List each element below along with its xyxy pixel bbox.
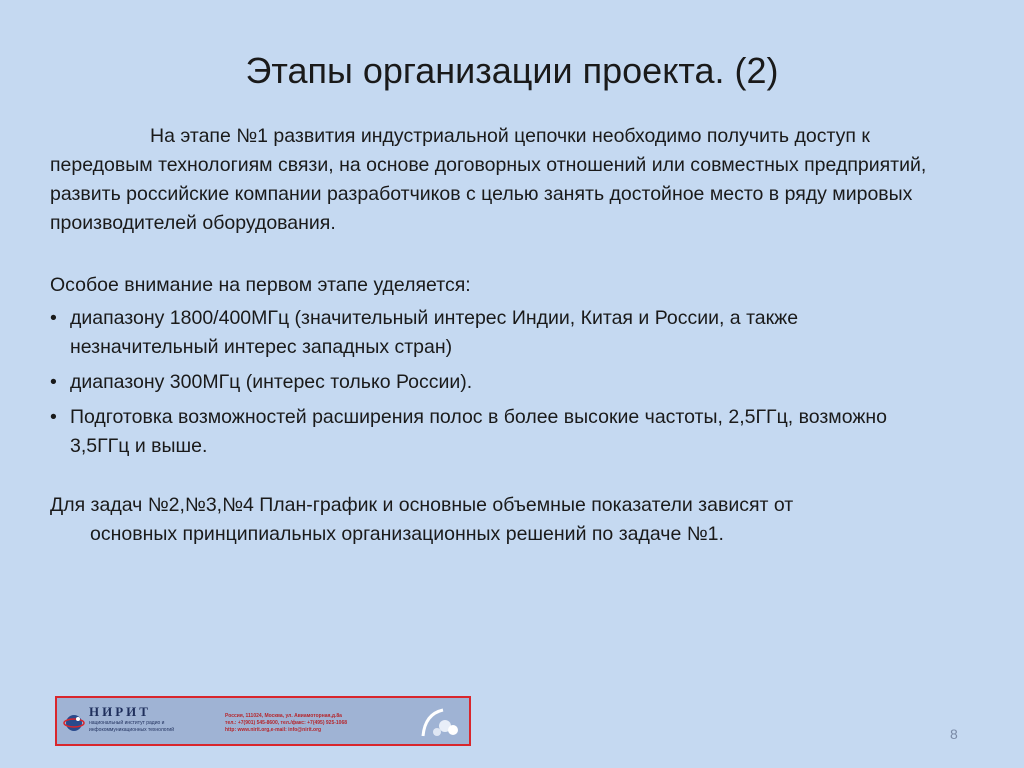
- slide-title: Этапы организации проекта. (2): [245, 50, 779, 91]
- bullet-text: диапазону 1800/400МГц (значительный интерес Индии, Китая и России, а также незначительный интерес западных стран): [70, 307, 799, 358]
- contact-address: Россия, 111024, Москва, ул. Авиамоторная,д.8а: [225, 713, 342, 719]
- contact-info: [225, 713, 347, 734]
- slide-body: [50, 122, 950, 549]
- paragraph-stage1: На этапе №1 развития индустриальной цепочки необходимо получить доступ к передовым технологиям связи, на основе договорных отношений или совместных предприятий, развить российские компании разработчиков с целью занять достойное место в ряду мировых производителей оборудования.: [50, 125, 927, 234]
- dish-antenna-icon: [419, 704, 463, 740]
- bullet-mark: •: [50, 307, 57, 329]
- logo-subtitle: национальный институт радио и инфокоммуникационных технологий: [89, 720, 174, 733]
- bullet-list: [50, 304, 950, 461]
- list-item: [50, 304, 950, 362]
- paragraph-tasks: [50, 491, 950, 549]
- page-number: 8: [950, 726, 958, 742]
- paragraph-tasks-line2: основных принципиальных организационных решений по задаче №1.: [90, 523, 724, 545]
- paragraph-tasks-line1: Для задач №2,№3,№4 План-график и основные объемные показатели зависят от: [50, 494, 794, 516]
- bullet-text: Подготовка возможностей расширения полос в более высокие частоты, 2,5ГГц, возможно 3,5ГГц и выше.: [70, 406, 887, 457]
- footer-banner: [55, 696, 471, 746]
- contact-web: http: www.nirit.org,e-mail: info@nirit.org: [225, 727, 322, 733]
- list-item: [50, 368, 950, 397]
- list-item: [50, 403, 950, 461]
- paragraph-attention: Особое внимание на первом этапе уделяется:: [50, 274, 471, 296]
- contact-phone: тел.: +7(901) 545-8600, тел./факс: +7(495) 925-1068: [225, 720, 348, 726]
- globe-logo-icon: [63, 712, 85, 734]
- bullet-mark: •: [50, 371, 57, 393]
- logo-name: НИРИТ: [89, 704, 151, 719]
- bullet-mark: •: [50, 406, 57, 428]
- bullet-text: диапазону 300МГц (интерес только России).: [70, 371, 473, 393]
